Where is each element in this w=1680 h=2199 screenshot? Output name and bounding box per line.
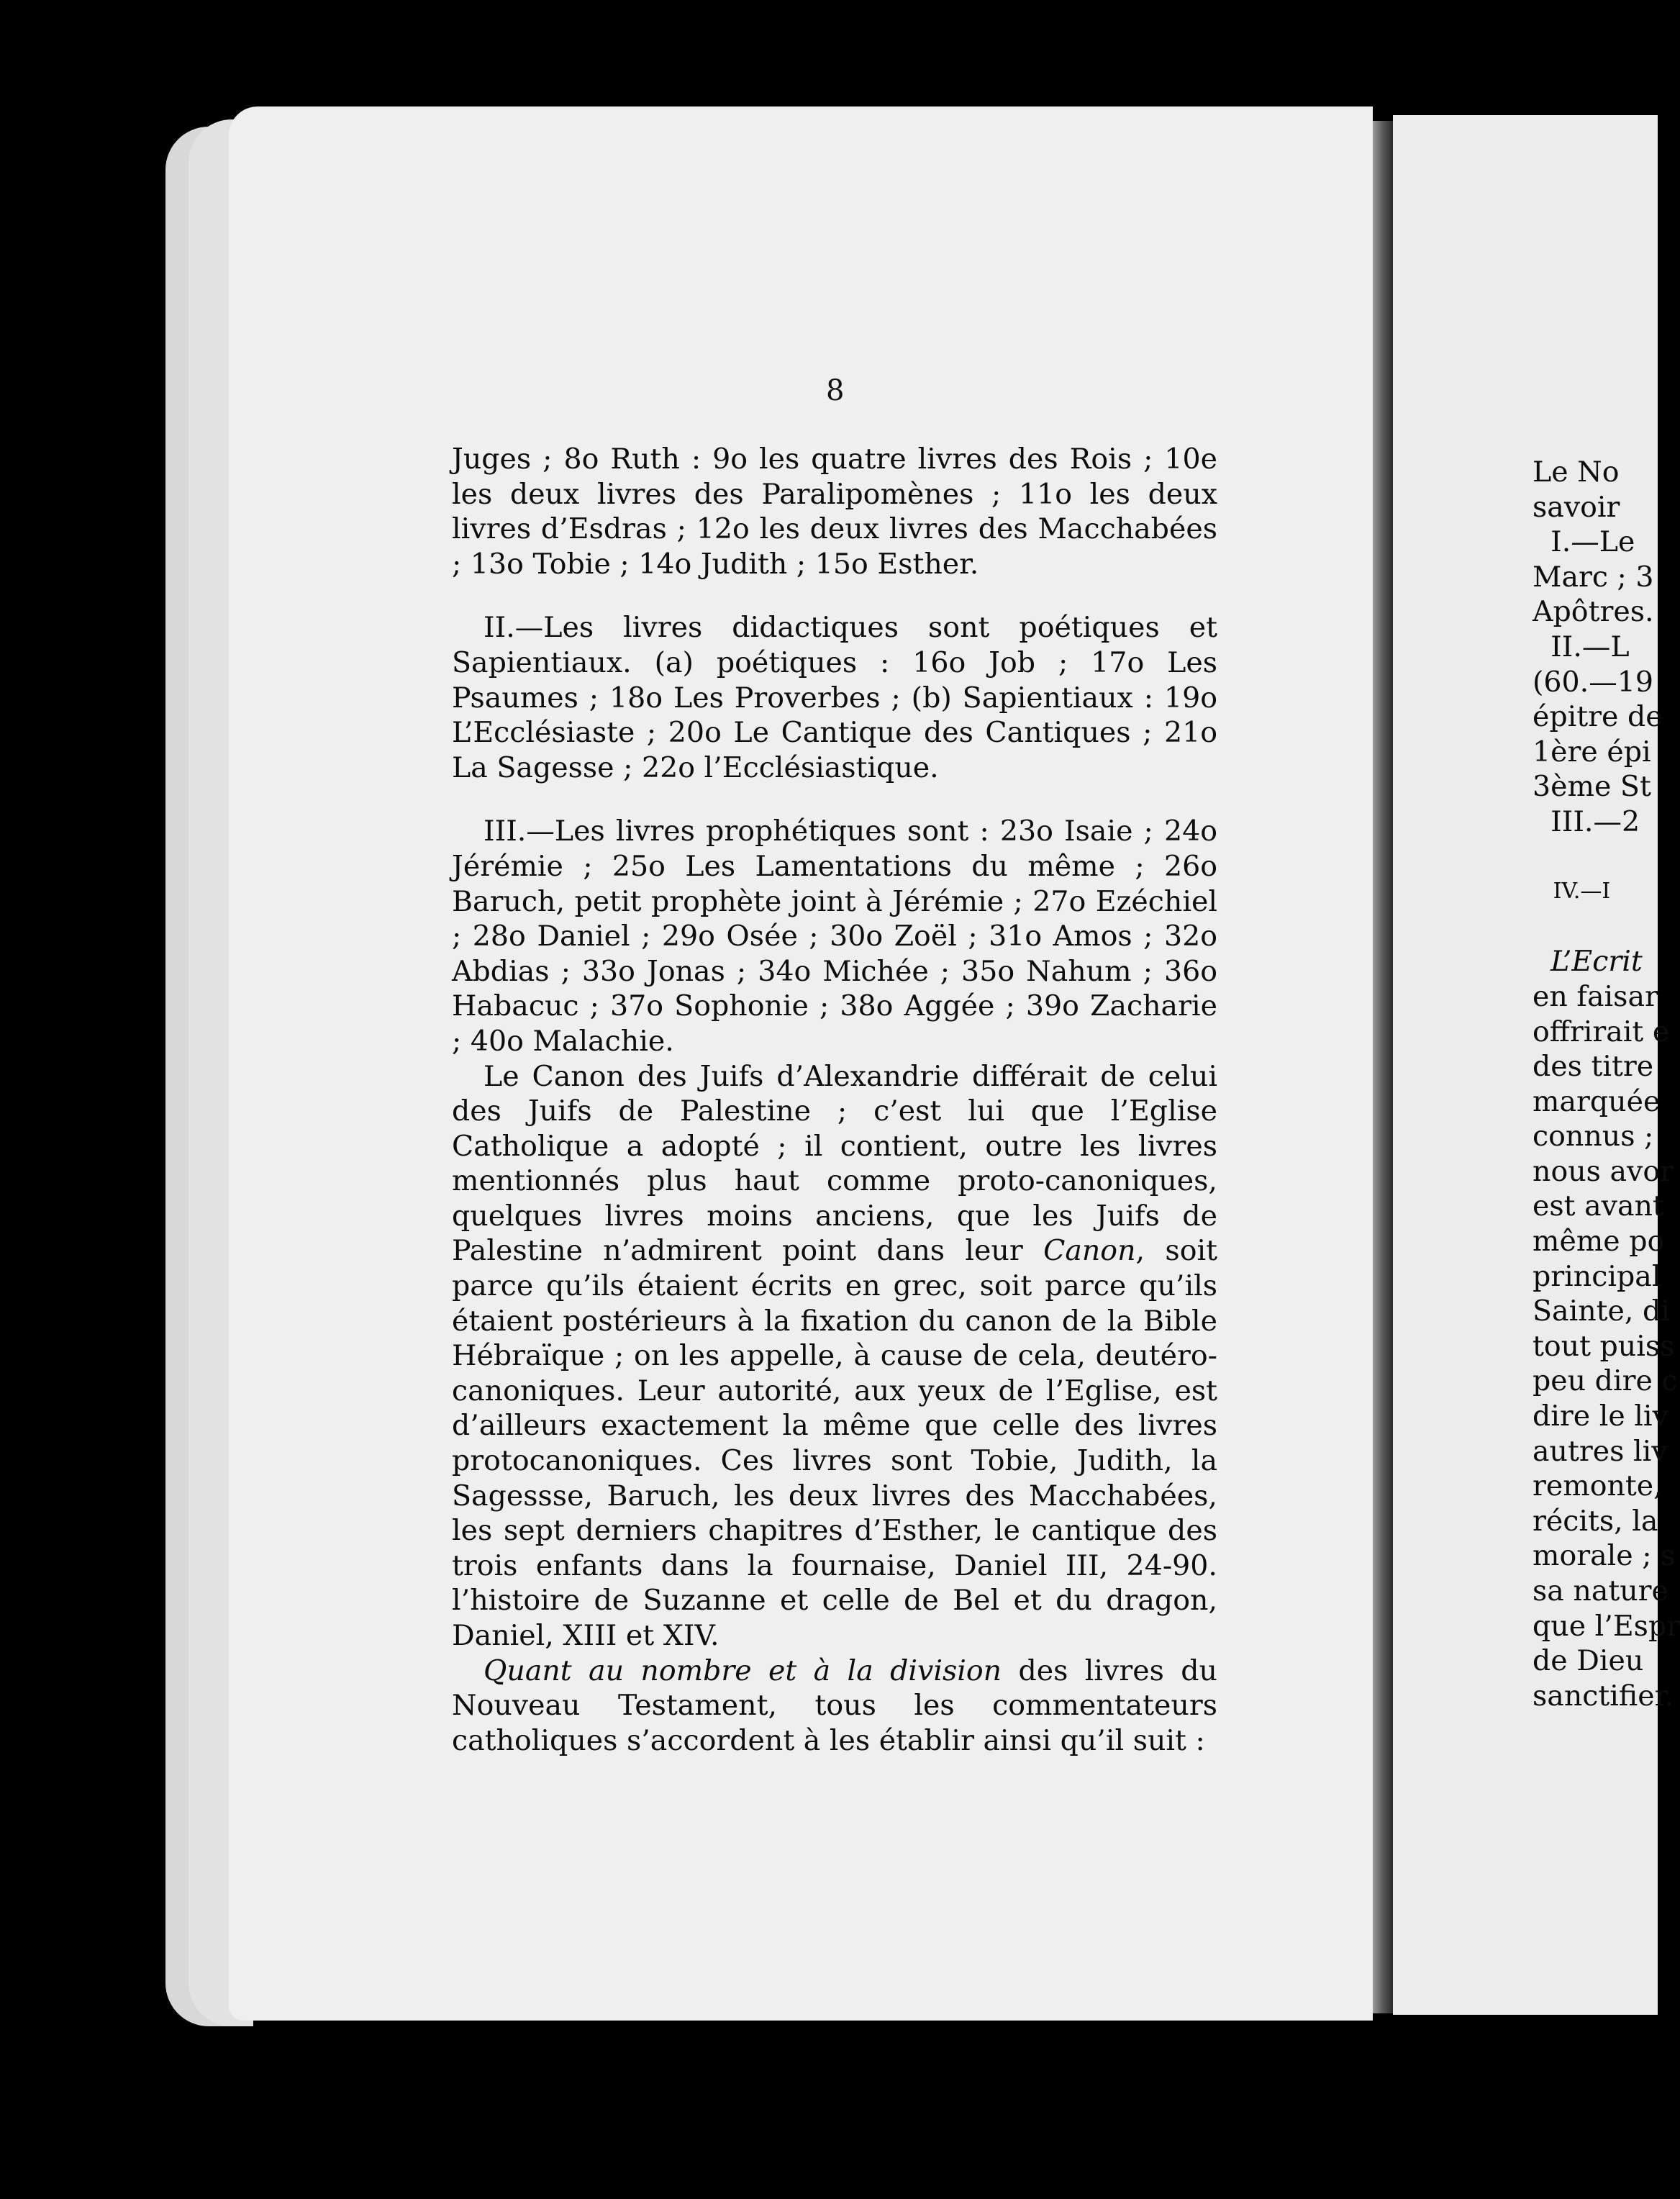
right-page-line: sanctifier. xyxy=(1533,1679,1674,1713)
book-gutter xyxy=(1373,121,1393,2013)
text-run: , soit parce qu’ils étaient écrits en grec, soit parce qu’ils étaient postérieurs à la fixation du canon de la Bible Hébraïque ; on les appelle, à cause de cela, deutéro-canoniques. Leur autorité, aux yeux de l’Eglise, est d’ailleurs exactement la même que celle des livres protocanoniques. Ces livres sont Tobie, Judith, la Sagessse, Baruch, les deux livres des Macchabées, les sept derniers chapitres d’Esther, le cantique des trois enfants dans la fournaise, Daniel III, 24-90. l’histoire de Suzanne et celle de Bel et du dragon, Daniel, XIII et XIV. xyxy=(452,1234,1217,1652)
right-page-line: Marc ; 3 xyxy=(1533,560,1654,594)
right-page-line xyxy=(1533,910,1680,945)
paragraph-new-testament xyxy=(452,1654,1217,1759)
right-page-line: même po xyxy=(1533,1225,1665,1259)
paragraph-prophetic-books: III.—Les livres prophétiques sont : 23o Isaie ; 24o Jérémie ; 25o Les Lamentations du même ; 26o Baruch, petit prophète joint à Jérémie ; 27o Ezéchiel ; 28o Daniel ; 29o Osée ; 30o Zoël ; 31o Amos ; 32o Abdias ; 33o Jonas ; 34o Michée ; 35o Nahum ; 36o Habacuc ; 37o Sophonie ; 38o Aggée ; 39o Zacharie ; 40o Malachie. xyxy=(452,815,1217,1058)
paragraph-didactic-books: II.—Les livres didactiques sont poétiques et Sapientiaux. (a) poétiques : 16o Job ; 17o Les Psaumes ; 18o Les Proverbes ; (b) Sapientiaux : 19o L’Ecclésiaste ; 20o Le Cantique des Cantiques ; 21o La Sagesse ; 22o l’Ecclésiastique. xyxy=(452,611,1217,784)
right-page-line: Le No xyxy=(1533,455,1620,489)
right-page-line: Apôtres. xyxy=(1533,595,1654,629)
right-page-line: autres liv xyxy=(1533,1434,1668,1468)
right-page-line: L’Ecrit xyxy=(1533,945,1643,979)
right-page-line: morale ; s xyxy=(1533,1539,1676,1573)
right-page-line: III.—2 xyxy=(1533,804,1640,838)
right-page-line: IV.—I xyxy=(1533,879,1611,904)
right-page-line: (60.—19 xyxy=(1533,665,1653,699)
right-page-line: 3ème St xyxy=(1533,770,1651,804)
right-page-line: est avant xyxy=(1533,1189,1664,1223)
right-page-line: savoir xyxy=(1533,490,1620,524)
right-page-line: Sainte, di xyxy=(1533,1295,1670,1328)
right-page-line: nous avor xyxy=(1533,1154,1674,1188)
right-page-line: que l’Espr xyxy=(1533,1609,1680,1643)
right-page-line: en faisar xyxy=(1533,979,1658,1013)
right-page-line: peu dire c xyxy=(1533,1364,1678,1398)
right-page-line: épitre de xyxy=(1533,700,1663,734)
right-page-line: principal xyxy=(1533,1259,1661,1293)
right-page-line xyxy=(1533,840,1680,875)
right-page-line: I.—Le xyxy=(1533,525,1635,559)
right-page-line: sa nature xyxy=(1533,1574,1668,1608)
right-page-line: récits, la xyxy=(1533,1504,1658,1538)
right-page-line: marquée xyxy=(1533,1084,1661,1118)
left-page-text xyxy=(452,442,1217,1758)
italic-run: Quant au nombre et à la division xyxy=(483,1654,1002,1687)
paragraph-historical-books: Juges ; 8o Ruth : 9o les quatre livres des Rois ; 10e les deux livres des Paralipomènes ; 11o les deux livres d’Esdras ; 12o les deux livres des Macchabées ; 13o Tobie ; 14o Judith ; 15o Esther. xyxy=(452,443,1217,581)
right-page-line: 1ère épi xyxy=(1533,735,1651,768)
right-page-line: remonte, xyxy=(1533,1469,1663,1503)
right-page-line: II.—L xyxy=(1533,630,1630,663)
right-page-text xyxy=(1533,455,1680,1713)
right-page-line: connus ; xyxy=(1533,1120,1654,1153)
text-run: des livres du Nouveau Testament, tous les commentateurs catholiques s’accordent à les établir ainsi qu’il suit : xyxy=(452,1654,1217,1757)
right-page-line: tout puiss xyxy=(1533,1329,1675,1363)
paragraph-alexandrian-canon xyxy=(452,1059,1217,1654)
right-page-line: dire le liv xyxy=(1533,1400,1668,1433)
right-page-line: des titre xyxy=(1533,1050,1654,1084)
italic-run: Canon xyxy=(1043,1234,1136,1268)
right-page-line: de Dieu xyxy=(1533,1644,1644,1678)
right-page-line: offrirait e xyxy=(1533,1015,1670,1048)
text-run: Le Canon des Juifs d’Alexandrie différait de celui des Juifs de Palestine ; c’est lui que l’Eglise Catholique a adopté ; il contient, outre les livres mentionnés plus haut comme proto-canoniques, quelques livres moins anciens, que les Juifs de Palestine n’admirent point dans leur xyxy=(452,1059,1217,1268)
page-number: 8 xyxy=(826,374,845,407)
